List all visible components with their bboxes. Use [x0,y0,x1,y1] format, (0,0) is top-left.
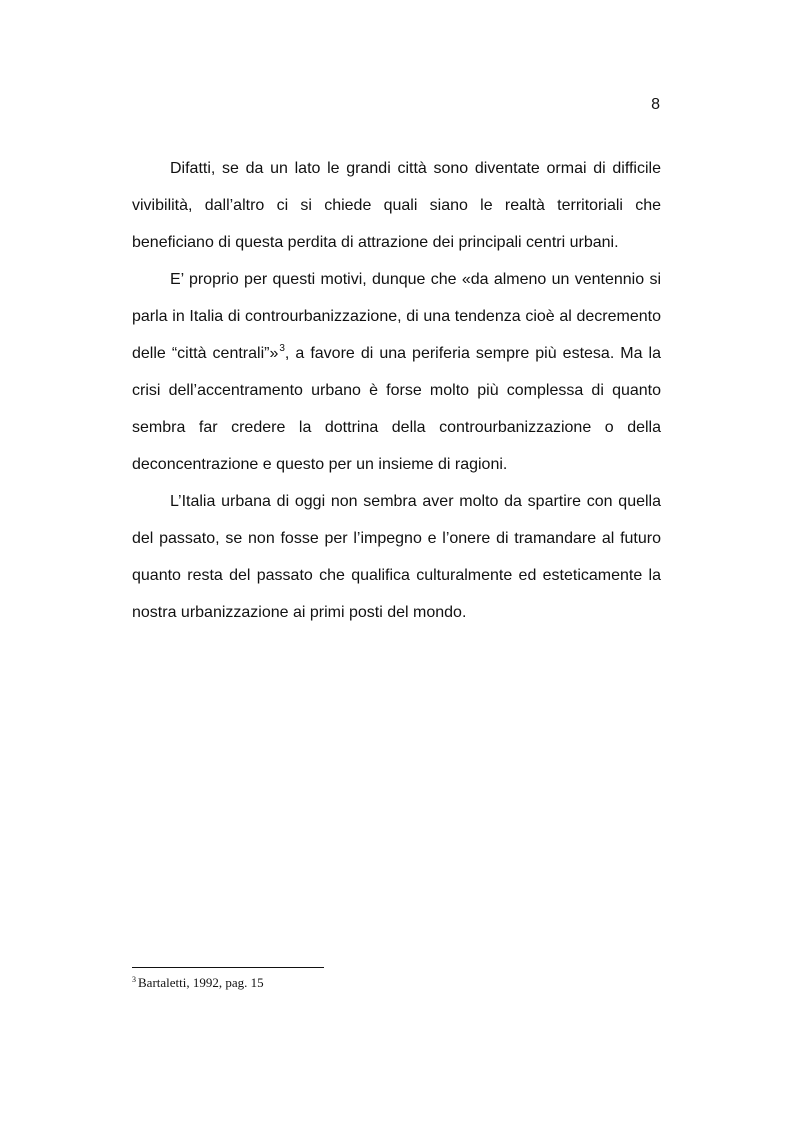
footnote [132,975,264,991]
body-text [132,150,661,631]
paragraph [132,261,661,483]
page-number: 8 [651,96,660,113]
footnote-reference: 3 [279,343,285,354]
paragraph-text: , a favore di una periferia sempre più estesa. Ma la crisi dell’accentramento urbano è forse molto più complessa di quanto sembra far credere la dottrina della controurbanizzazione o della deconcentrazione e questo per un insieme di ragioni. [132,345,662,473]
footnote-text: Bartaletti, 1992, pag. 15 [138,975,264,990]
footnote-separator [132,967,324,968]
paragraph: Difatti, se da un lato le grandi città sono diventate ormai di difficile vivibilità, dall’altro ci si chiede quali siano le realtà territoriali che beneficiano di questa perdita di attrazione dei principali centri urbani. [132,160,661,251]
paragraph: L’Italia urbana di oggi non sembra aver molto da spartire con quella del passato, se non fosse per l’impegno e l’onere di tramandare al futuro quanto resta del passato che qualifica culturalmente ed esteticamente la nostra urbanizzazione ai primi posti del mondo. [132,493,661,621]
footnote-marker: 3 [132,975,136,984]
paragraph-text: E’ proprio per questi motivi, dunque che «da almeno un ventennio si parla in Italia di controurbanizzazione, di una tendenza cioè al decremento delle “città centrali”» [132,271,661,362]
